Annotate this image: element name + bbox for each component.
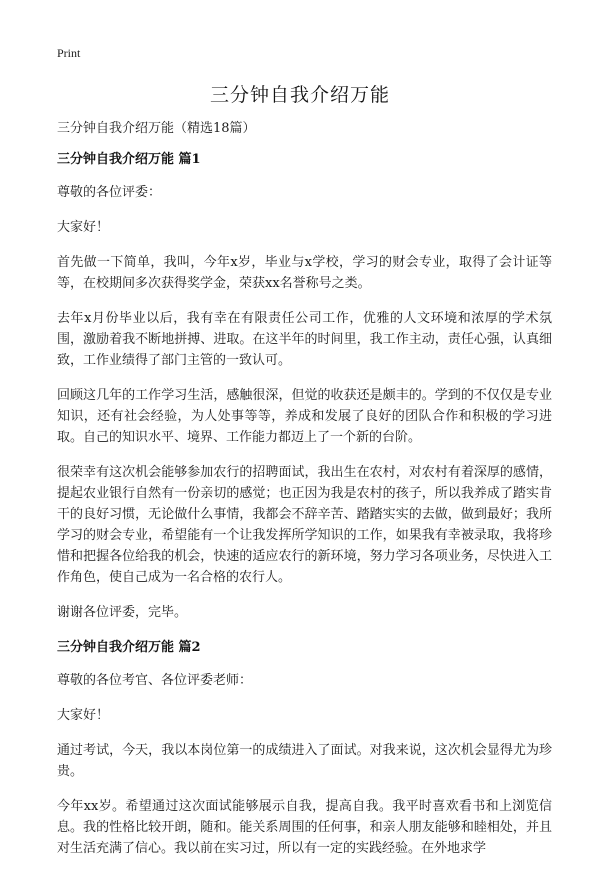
closing-paragraph: 谢谢各位评委，完毕。 [57, 605, 188, 620]
salutation: 尊敬的各位考官、各位评委老师： [57, 673, 253, 688]
body-paragraph: 回顾这几年的工作学习生活，感触很深，但觉的收获还是颇丰的。学到的不仅仅是专业知识，还有社会经验，为人处事等等，养成和发展了良好的团队合作和积极的学习进取。自己的知识水平、境界、工作能力都迈上了一个新的台阶。 [57, 388, 552, 445]
body-paragraph: 首先做一下简单，我叫，今年x岁，毕业与x学校，学习的财会专业，取得了会计证等等，在校期间多次获得奖学金，荣获xx名誉称号之类。 [57, 255, 552, 291]
print-link[interactable]: Print [57, 46, 81, 60]
document-body [57, 118, 552, 873]
greeting: 大家好！ [57, 220, 110, 235]
body-paragraph: 去年x月份毕业以后，我有幸在有限责任公司工作，优雅的人文环境和浓厚的学术氛围，激励着我不断地拼搏、进取。在这半年的时间里，我工作主动，责任心强，认真细致，工作业绩得了部门主管的一致认可。 [57, 311, 552, 368]
document-subtitle: 三分钟自我介绍万能（精选18篇） [57, 121, 256, 136]
body-paragraph: 通过考试，今天，我以本岗位第一的成绩进入了面试。对我来说，这次机会显得尤为珍贵。 [57, 743, 552, 779]
body-paragraph: 很荣幸有这次机会能够参加农行的招聘面试，我出生在农村，对农村有着深厚的感情，提起农业银行自然有一份亲切的感觉；也正因为我是农村的孩子，所以我养成了踏实肯干的良好习惯，无论做什么事情，我都会不辞辛苦、踏踏实实的去做，做到最好；我所学习的财会专业，希望能有一个让我发挥所学知识的工作，如果我有幸被录取，我将珍惜和把握各位给我的机会，快速的适应农行的新环境，努力学习各项业务，尽快进入工作角色，使自己成为一名合格的农行人。 [57, 465, 552, 585]
salutation: 尊敬的各位评委： [57, 185, 162, 200]
section-heading: 三分钟自我介绍万能 篇1 [57, 152, 201, 167]
page-title: 三分钟自我介绍万能 [209, 84, 390, 106]
section-heading: 三分钟自我介绍万能 篇2 [57, 640, 201, 655]
greeting: 大家好！ [57, 708, 110, 723]
body-paragraph: 今年xx岁。希望通过这次面试能够展示自我，提高自我。我平时喜欢看书和上浏览信息。我的性格比较开朗，随和。能关系周围的任何事，和亲人朋友能够和睦相处，并且对生活充满了信心。我以前在实习过，所以有一定的实践经验。在外地求学 [57, 799, 552, 856]
